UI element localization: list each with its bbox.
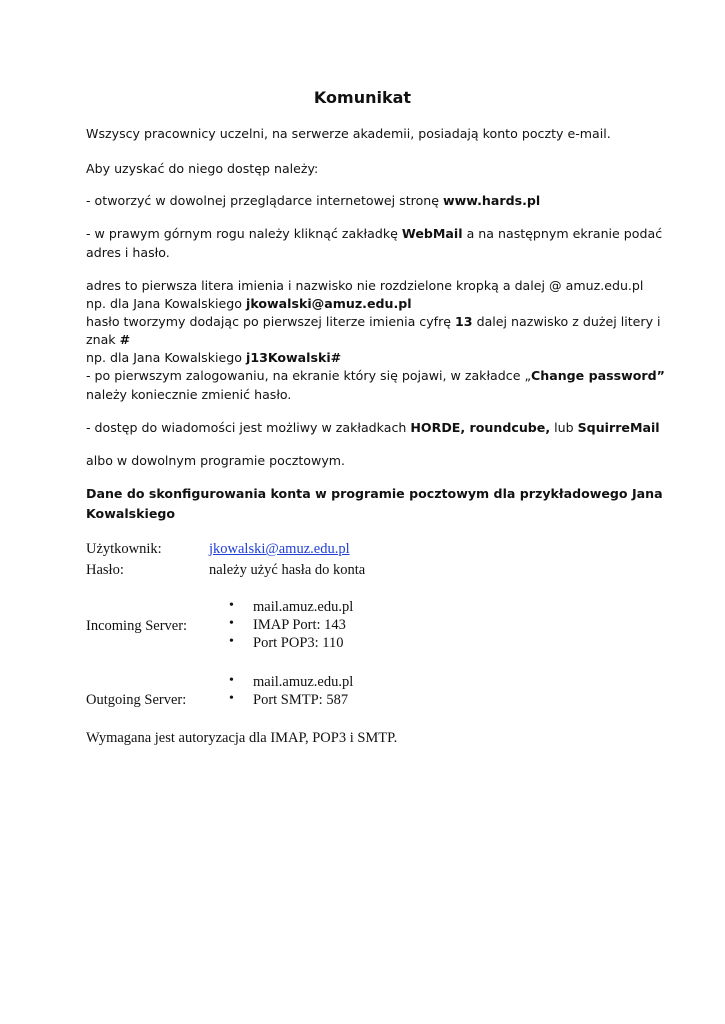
password-digits: 13 (455, 314, 473, 329)
page-title: Komunikat (313, 88, 412, 107)
incoming-item: IMAP Port: 143 (253, 617, 346, 633)
bullet-icon: • (229, 691, 234, 706)
intro-paragraph: Wszyscy pracownicy uczelni, na serwerze akademii, posiadają konto poczty e-mail. (86, 126, 611, 141)
step1-text: - otworzyć w dowolnej przeglądarce internetowej stronę (86, 193, 444, 208)
incoming-server-label: Incoming Server: (86, 618, 188, 634)
password-rule (86, 313, 661, 331)
password-rule-post: dalej nazwisko z dużej litery i (472, 314, 661, 329)
change-password-instruction (86, 367, 665, 385)
address-example (86, 295, 646, 313)
step-webmail-tab (86, 225, 663, 243)
step2-line2: adres i hasło. (86, 245, 170, 260)
example1-text: np. dla Jana Kowalskiego (86, 296, 246, 311)
address-rule: adres to pierwsza litera imienia i nazwisko nie rozdzielone kropką a dalej @ amuz.edu.pl (86, 278, 644, 293)
horde-roundcube-label: HORDE, roundcube, (410, 420, 551, 435)
change-pw-line2: należy koniecznie zmienić hasło. (86, 387, 292, 402)
password-value: należy użyć hasła do konta (209, 562, 366, 578)
example-password: j13Kowalski# (246, 350, 342, 365)
password-label: Hasło: (86, 562, 124, 578)
outgoing-server-label: Outgoing Server: (86, 692, 187, 708)
incoming-item: Port POP3: 110 (253, 635, 344, 651)
user-label: Użytkownik: (86, 541, 162, 557)
user-email-link[interactable]: jkowalski@amuz.edu.pl (209, 541, 350, 557)
config-heading-line2: Kowalskiego (86, 506, 176, 521)
website-url: www.hards.pl (443, 193, 541, 208)
webmail-label: WebMail (401, 226, 463, 241)
password-rule-line2 (86, 331, 646, 349)
bullet-icon: • (229, 616, 234, 631)
example-email: jkowalski@amuz.edu.pl (246, 296, 412, 311)
access-intro: Aby uzyskać do niego dostęp należy: (86, 161, 319, 176)
step-open-website (86, 192, 646, 210)
step2-text-post: a na następnym ekranie podać (462, 226, 663, 241)
incoming-item: mail.amuz.edu.pl (253, 599, 354, 615)
auth-note: Wymagana jest autoryzacja dla IMAP, POP3 i SMTP. (86, 730, 398, 746)
any-client-note: albo w dowolnym programie pocztowym. (86, 453, 346, 468)
access-tabs (86, 419, 660, 437)
access-tabs-mid: lub (550, 420, 578, 435)
password-rule-text: hasło tworzymy dodając po pierwszej literze imienia cyfrę (86, 314, 456, 329)
password-rule-line2-text: znak (86, 332, 120, 347)
password-example (86, 349, 646, 367)
outgoing-item: Port SMTP: 587 (253, 692, 349, 708)
config-heading: Dane do skonfigurowania konta w programie pocztowym dla przykładowego Jana (86, 486, 663, 501)
example2-text: np. dla Jana Kowalskiego (86, 350, 246, 365)
bullet-icon: • (229, 673, 234, 688)
change-pw-text: - po pierwszym zalogowaniu, na ekranie który się pojawi, w zakładce „ (86, 368, 531, 383)
access-tabs-text: - dostęp do wiadomości jest możliwy w zakładkach (86, 420, 411, 435)
outgoing-item: mail.amuz.edu.pl (253, 674, 354, 690)
change-password-label: Change password” (530, 368, 665, 383)
bullet-icon: • (229, 598, 234, 613)
squirrelmail-label: SquirreMail (577, 420, 660, 435)
step2-text: - w prawym górnym rogu należy kliknąć zakładkę (86, 226, 402, 241)
password-hash: # (119, 332, 131, 347)
bullet-icon: • (229, 634, 234, 649)
